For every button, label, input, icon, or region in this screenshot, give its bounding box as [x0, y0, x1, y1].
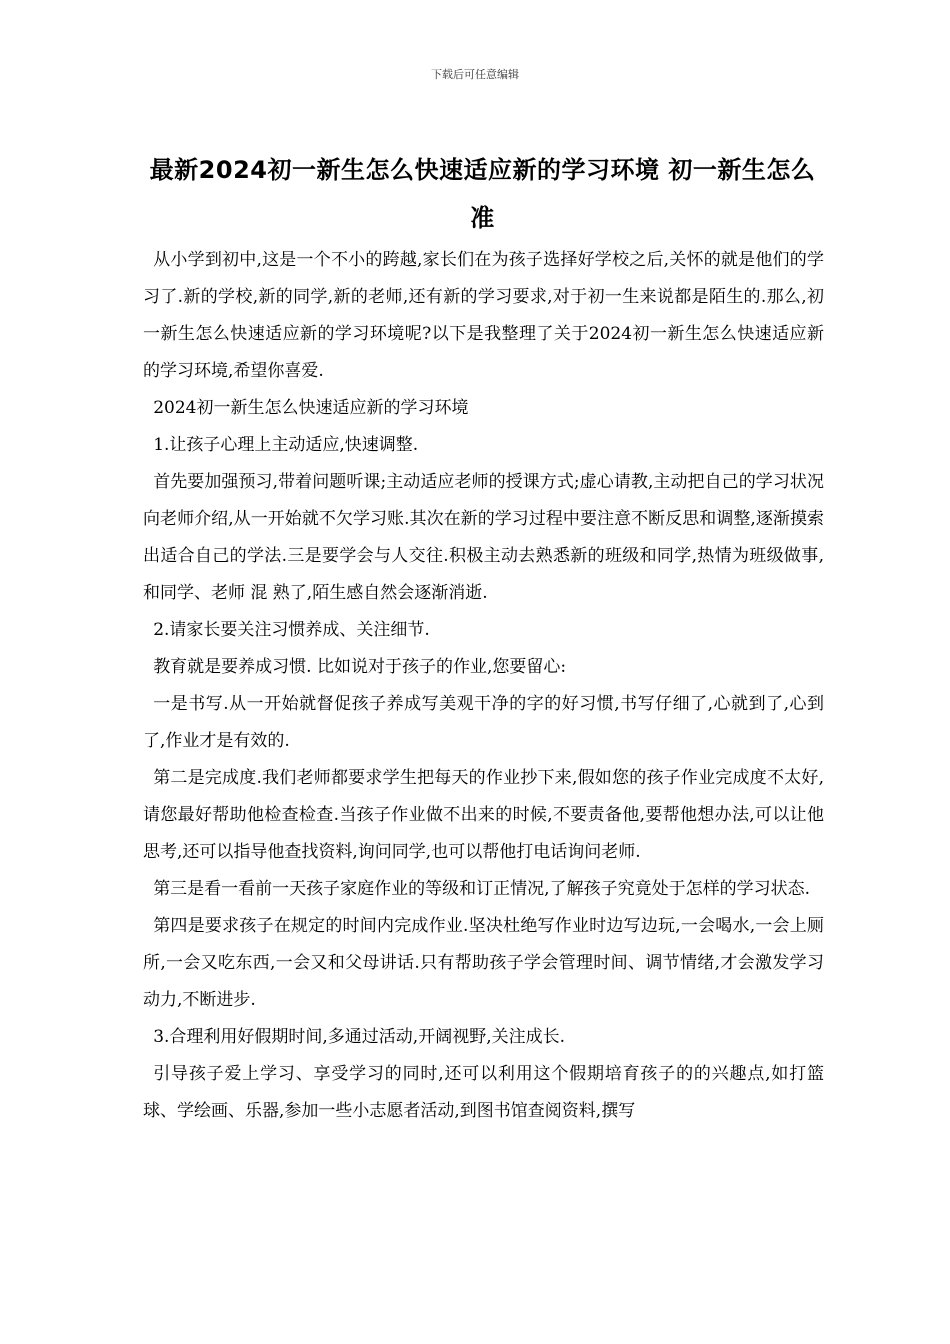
document-title: 最新2024初一新生怎么快速适应新的学习环境 初一新生怎么准 [149, 156, 816, 232]
section-heading: 2024初一新生怎么快速适应新的学习环境 [153, 398, 469, 418]
paragraph: 教育就是要养成习惯. 比如说对于孩子的作业,您要留心: [153, 657, 567, 677]
paragraph-intro: 从小学到初中,这是一个不小的跨越,家长们在为孩子选择好学校之后,关怀的就是他们的学习了.新的学校,新的同学,新的老师,还有新的学习要求,对于初一生来说都是陌生的.那么,初一新生怎么快速适应新的学习环境呢?以下是我整理了关于2024初一新生怎么快速适应新的学习环境,希望你喜爱. [143, 250, 824, 381]
paragraph: 第三是看一看前一天孩子家庭作业的等级和订正情况,了解孩子究竟处于怎样的学习状态. [153, 879, 810, 899]
document-body [143, 242, 824, 1130]
paragraph: 一是书写.从一开始就督促孩子养成写美观干净的字的好习惯,书写仔细了,心就到了,心到了,作业才是有效的. [143, 694, 824, 751]
point-heading-2: 2.请家长要关注习惯养成、关注细节. [153, 620, 430, 640]
point-heading-1: 1.让孩子心理上主动适应,快速调整. [153, 435, 419, 455]
header-note: 下载后可任意编辑 [431, 68, 519, 81]
point-heading-3: 3.合理利用好假期时间,多通过活动,开阔视野,关注成长. [153, 1027, 566, 1047]
paragraph: 引导孩子爱上学习、享受学习的同时,还可以利用这个假期培育孩子的的兴趣点,如打篮球、学绘画、乐器,参加一些小志愿者活动,到图书馆查阅资料,撰写 [143, 1064, 824, 1121]
paragraph: 第四是要求孩子在规定的时间内完成作业.坚决杜绝写作业时边写边玩,一会喝水,一会上厕所,一会又吃东西,一会又和父母讲话.只有帮助孩子学会管理时间、调节情绪,才会激发学习动力,不断进步. [143, 916, 824, 1010]
paragraph: 第二是完成度.我们老师都要求学生把每天的作业抄下来,假如您的孩子作业完成度不太好,请您最好帮助他检查检查.当孩子作业做不出来的时候,不要责备他,要帮他想办法,可以让他思考,还可以指导他查找资料,询问同学,也可以帮他打电话询问老师. [143, 768, 824, 862]
paragraph: 首先要加强预习,带着问题听课;主动适应老师的授课方式;虚心请教,主动把自己的学习状况向老师介绍,从一开始就不欠学习账.其次在新的学习过程中要注意不断反思和调整,逐渐摸索出适合自己的学法.三是要学会与人交往.积极主动去熟悉新的班级和同学,热情为班级做事,和同学、老师 混 熟了,陌生感自然会逐渐消逝. [143, 472, 824, 603]
